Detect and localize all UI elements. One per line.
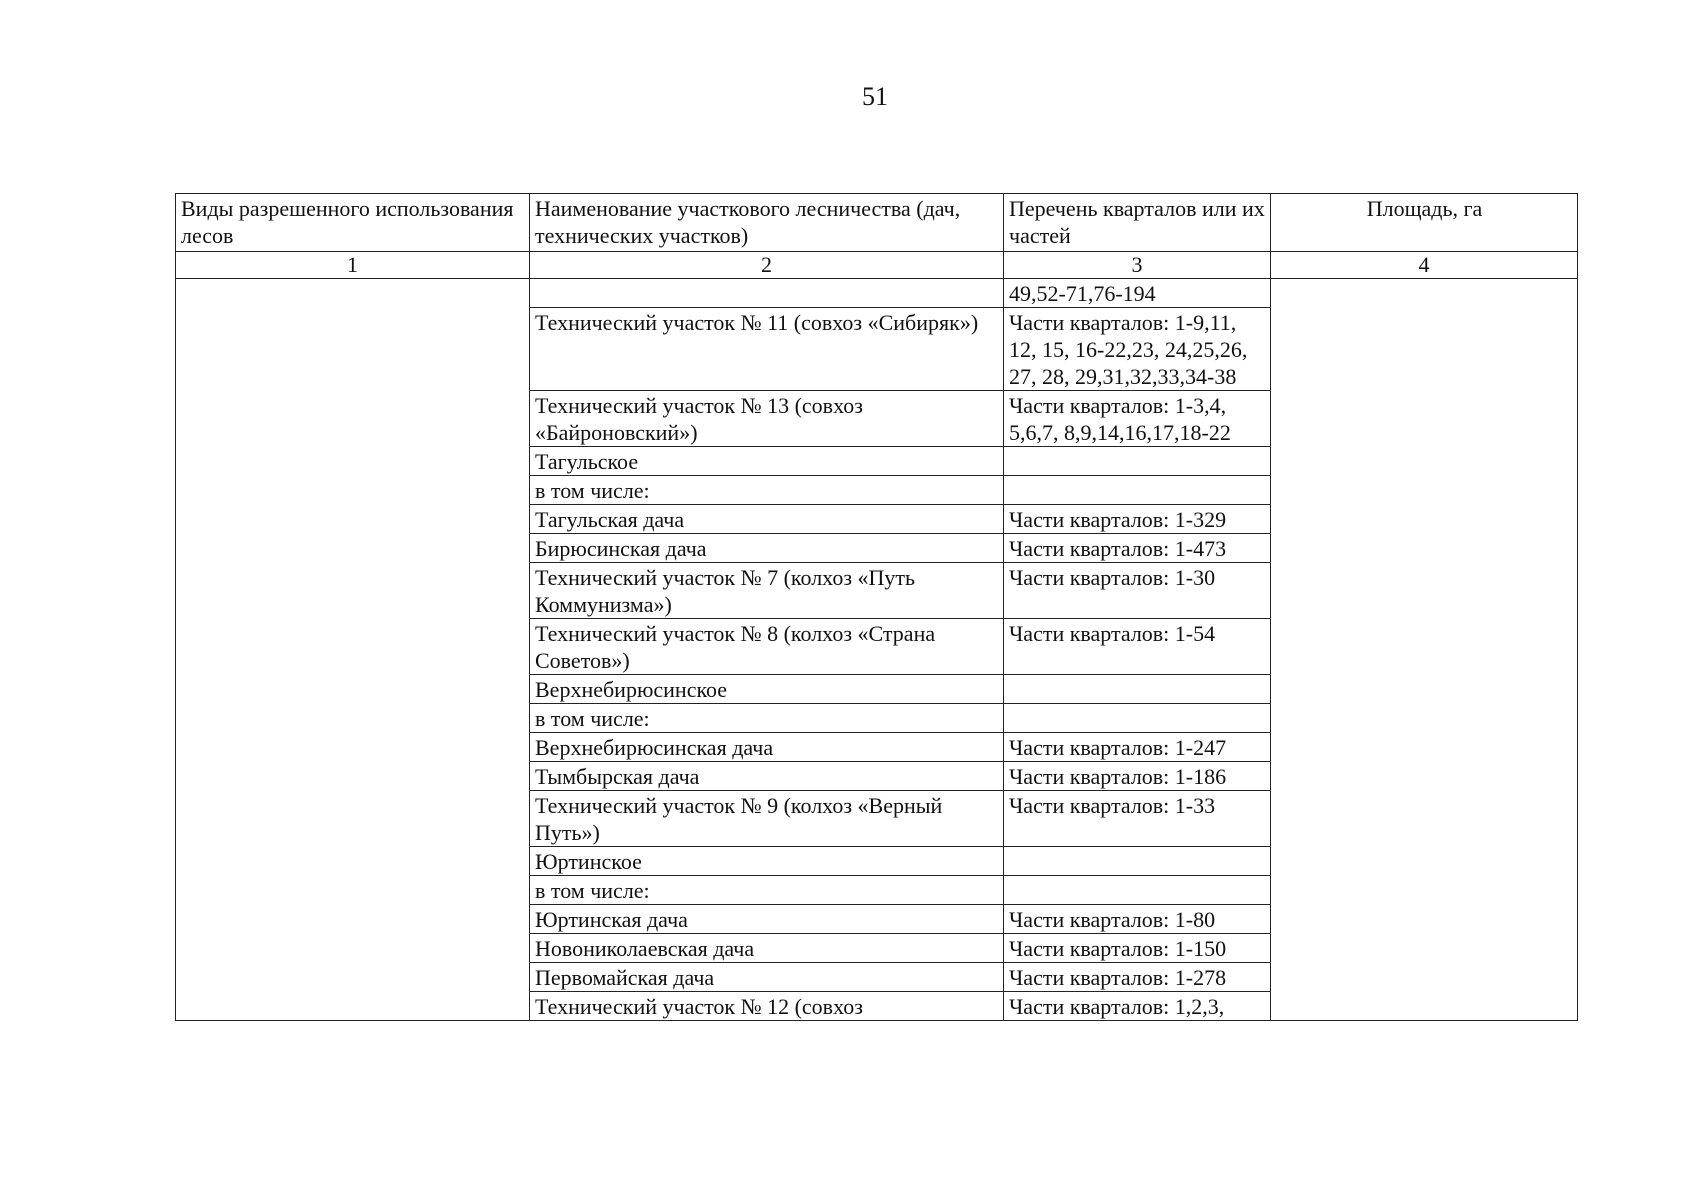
forestry-name-cell: Новониколаевская дача	[530, 934, 1004, 963]
quarters-cell: 49,52-71,76-194	[1004, 279, 1271, 308]
column-number: 1	[176, 252, 530, 279]
quarters-cell: Части кварталов: 1-473	[1004, 534, 1271, 563]
quarters-cell: Части кварталов: 1-186	[1004, 762, 1271, 791]
quarters-cell	[1004, 704, 1271, 733]
area-cell	[1271, 279, 1578, 1021]
forestry-name-cell: Тагульское	[530, 447, 1004, 476]
header-cell-quarters: Перечень кварталов или их частей	[1004, 194, 1271, 252]
forestry-name-cell: Технический участок № 12 (совхоз	[530, 992, 1004, 1021]
forestry-name-cell: Тымбырская дача	[530, 762, 1004, 791]
quarters-cell: Части кварталов: 1-329	[1004, 505, 1271, 534]
forest-use-table	[175, 193, 1578, 1021]
header-cell-forestry-name: Наименование участкового лесничества (дач, технических участков)	[530, 194, 1004, 252]
quarters-cell: Части кварталов: 1-54	[1004, 619, 1271, 675]
forestry-name-cell: в том числе:	[530, 876, 1004, 905]
forestry-name-cell: Технический участок № 13 (совхоз «Байроновский»)	[530, 391, 1004, 447]
forestry-name-cell: в том числе:	[530, 704, 1004, 733]
quarters-cell: Части кварталов: 1-9,11, 12, 15, 16-22,23, 24,25,26, 27, 28, 29,31,32,33,34-38	[1004, 308, 1271, 391]
quarters-cell: Части кварталов: 1-80	[1004, 905, 1271, 934]
forestry-name-cell: Технический участок № 8 (колхоз «Страна Советов»)	[530, 619, 1004, 675]
forestry-name-cell: Тагульская дача	[530, 505, 1004, 534]
column-number: 4	[1271, 252, 1578, 279]
page-number: 51	[862, 82, 888, 111]
forestry-name-cell: Технический участок № 11 (совхоз «Сибиряк»)	[530, 308, 1004, 391]
column-number: 3	[1004, 252, 1271, 279]
forestry-name-cell: Первомайская дача	[530, 963, 1004, 992]
forestry-name-cell: Технический участок № 9 (колхоз «Верный Путь»)	[530, 791, 1004, 847]
forestry-name-cell	[530, 279, 1004, 308]
quarters-cell: Части кварталов: 1-278	[1004, 963, 1271, 992]
forestry-name-cell: Верхнебирюсинское	[530, 675, 1004, 704]
quarters-cell	[1004, 447, 1271, 476]
quarters-cell: Части кварталов: 1-150	[1004, 934, 1271, 963]
header-row	[176, 194, 1578, 252]
quarters-cell	[1004, 876, 1271, 905]
quarters-cell: Части кварталов: 1-33	[1004, 791, 1271, 847]
header-cell-use-types: Виды разрешенного использования лесов	[176, 194, 530, 252]
use-type-cell	[176, 279, 530, 1021]
quarters-cell	[1004, 847, 1271, 876]
table-row	[176, 279, 1578, 308]
forestry-name-cell: Технический участок № 7 (колхоз «Путь Коммунизма»)	[530, 563, 1004, 619]
quarters-cell	[1004, 675, 1271, 704]
column-number: 2	[530, 252, 1004, 279]
forestry-name-cell: Верхнебирюсинская дача	[530, 733, 1004, 762]
quarters-cell	[1004, 476, 1271, 505]
quarters-cell: Части кварталов: 1-3,4, 5,6,7, 8,9,14,16,17,18-22	[1004, 391, 1271, 447]
forestry-name-cell: в том числе:	[530, 476, 1004, 505]
quarters-cell: Части кварталов: 1,2,3,	[1004, 992, 1271, 1021]
quarters-cell: Части кварталов: 1-30	[1004, 563, 1271, 619]
header-cell-area: Площадь, га	[1271, 194, 1578, 252]
forestry-name-cell: Бирюсинская дача	[530, 534, 1004, 563]
quarters-cell: Части кварталов: 1-247	[1004, 733, 1271, 762]
column-number-row	[176, 252, 1578, 279]
forestry-name-cell: Юртинская дача	[530, 905, 1004, 934]
forestry-name-cell: Юртинское	[530, 847, 1004, 876]
